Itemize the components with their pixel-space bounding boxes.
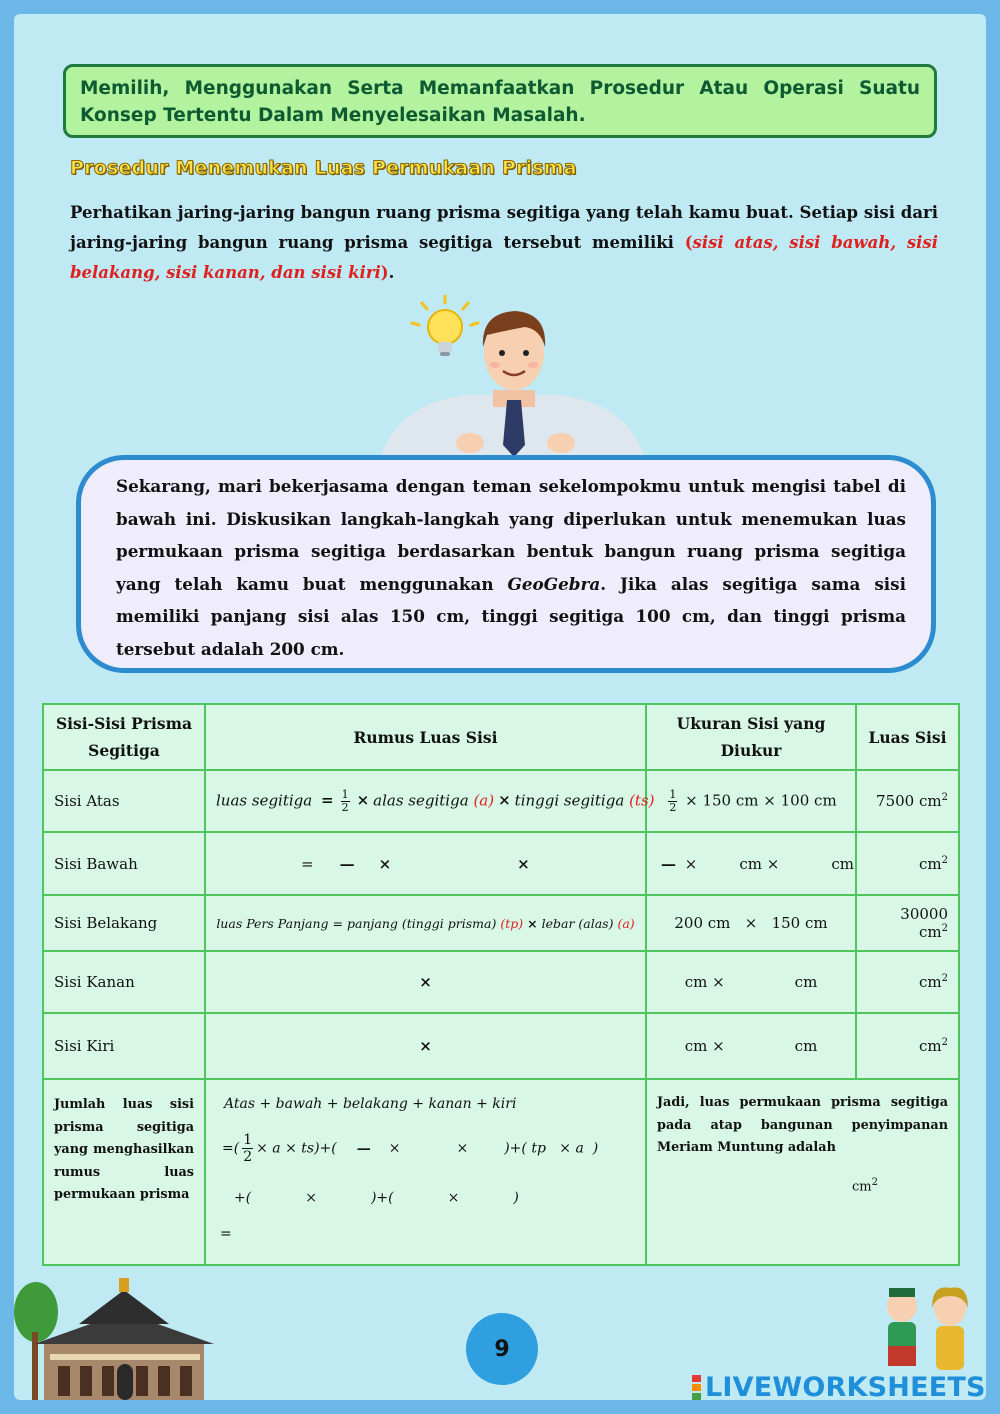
fraction-num: 1 (341, 787, 349, 801)
summary-text: +( (234, 1190, 252, 1206)
measure-belakang (646, 895, 856, 951)
formula-belakang (205, 895, 646, 951)
header-rumus: Rumus Luas Sisi (205, 704, 646, 770)
formula-text: alas segitiga (373, 791, 469, 809)
times-sign: × (388, 1140, 401, 1157)
conclusion-text: Jadi, luas permukaan prisma segitiga pada atap bangunan penyimpanan Meriam Muntung adalah (657, 1095, 948, 1155)
formula-text: tinggi segitiga (514, 791, 625, 809)
logo-badge-i (692, 1384, 701, 1391)
times-sign: × (684, 854, 698, 873)
header-luas: Luas Sisi (856, 704, 959, 770)
row-name: Sisi Belakang (43, 895, 205, 951)
header-sisi: Sisi-Sisi Prisma Segitiga (43, 704, 205, 770)
result-cell (856, 1013, 959, 1079)
bubble-text-1: Sekarang, mari bekerjasama dengan teman sekelompokmu untuk mengisi tabel di bawah ini. Diskusikan langkah-langkah yang diperlukan untuk menemukan luas permukaan prisma segitiga berdasarkan bentuk bangun ruang prisma segitiga yang telah kamu buat menggunakan (116, 476, 906, 594)
formula-kiri (205, 1013, 646, 1079)
row-name: Sisi Bawah (43, 832, 205, 895)
summary-line-4: = (220, 1226, 232, 1242)
formula-text: panjang (tinggi prisma) (347, 915, 497, 931)
times-sign: × (447, 1190, 460, 1206)
header-ukuran: Ukuran Sisi yang Diukur (646, 704, 856, 770)
objective-box: Memilih, Menggunakan Serta Memanfaatkan Prosedur Atau Operasi Suatu Konsep Tertentu Dalam Menyelesaikan Masalah. (63, 64, 937, 138)
times-sign: × (712, 1037, 725, 1055)
unit: cm (684, 1037, 708, 1055)
times-sign: × (305, 1190, 317, 1206)
intro-paragraph (70, 198, 938, 288)
times-sign: × (419, 973, 432, 991)
formula-text: luas Pers Panjang (216, 915, 329, 931)
measure-bawah (646, 832, 856, 895)
page-number: 9 (466, 1313, 538, 1385)
mosque-illustration (14, 1272, 214, 1400)
intro-highlight: sisi atas, sisi bawah, sisi belakang, sisi kanan, dan sisi kiri (70, 233, 938, 282)
intro-text: Perhatikan jaring-jaring bangun ruang prisma segitiga yang telah kamu buat. Setiap sisi dari jaring-jaring bangun ruang prisma segitiga tersebut memiliki (70, 203, 938, 252)
unit: cm (794, 973, 818, 991)
logo-badge (692, 1374, 701, 1401)
unit: cm (684, 973, 708, 991)
times-sign: × (456, 1140, 469, 1157)
fraction (668, 789, 677, 814)
result-sup: 2 (941, 923, 948, 934)
fraction-num: 1 (669, 787, 677, 801)
summary-text: × a × ts)+( (256, 1140, 337, 1157)
measure-value: 100 cm (780, 791, 837, 809)
times-sign: × (744, 914, 758, 932)
formula-kanan (205, 951, 646, 1013)
fraction-blank: — (339, 854, 355, 873)
kids-illustration (872, 1286, 982, 1376)
result-sup: 2 (871, 1177, 878, 1188)
measure-kiri (646, 1013, 856, 1079)
summary-text: =( (222, 1140, 240, 1157)
fraction-blank: — (356, 1140, 371, 1157)
equals-sign: = (301, 854, 314, 873)
fraction-den: 2 (243, 1149, 253, 1165)
formula-text: lebar (alas) (541, 915, 614, 931)
fraction (341, 789, 350, 814)
result-value: cm (919, 1037, 942, 1055)
formula-var: (a) (473, 791, 495, 809)
result-sup: 2 (941, 792, 948, 803)
result-sup: 2 (941, 854, 948, 866)
summary-text: ) (513, 1190, 519, 1206)
bubble-app-name: GeoGebra (507, 573, 601, 594)
summary-text: )+( (370, 1190, 394, 1206)
section-heading: Prosedur Menemukan Luas Permukaan Prisma (70, 157, 577, 179)
result-value: 30000 cm (900, 905, 948, 941)
times-sign: × (378, 854, 392, 873)
result-value: cm (919, 854, 942, 873)
intro-paren-close: ) (380, 263, 389, 282)
summary-formula (205, 1079, 646, 1265)
summary-line-2 (222, 1132, 598, 1165)
unit: cm (739, 854, 762, 873)
table-row-summary (43, 1079, 959, 1265)
unit: cm (831, 854, 854, 873)
unit: cm (852, 1179, 872, 1195)
times-sign: × (685, 791, 698, 809)
times-sign: × (419, 1037, 432, 1055)
formula-atas (205, 770, 655, 832)
row-name: Sisi Atas (43, 770, 205, 832)
result-cell (856, 951, 959, 1013)
result-value: 7500 cm (876, 792, 942, 810)
times-sign: × (356, 791, 370, 809)
row-name: Sisi Kiri (43, 1013, 205, 1079)
formula-text: luas segitiga (216, 791, 313, 809)
result-sup: 2 (941, 973, 948, 984)
times-sign: × (763, 791, 776, 809)
unit: cm (794, 1037, 818, 1055)
fraction-den: 2 (669, 800, 677, 814)
formula-bawah (205, 832, 646, 895)
measure-value: 150 cm (771, 914, 828, 932)
summary-text: ) (592, 1140, 599, 1157)
logo-badge-v (692, 1393, 701, 1400)
logo-text: LIVEWORKSHEETS (705, 1372, 986, 1403)
table-row (43, 951, 959, 1013)
times-sign: × (498, 791, 511, 809)
formula-var: (ts) (629, 791, 655, 809)
times-sign: × (559, 1140, 572, 1157)
fraction-blank: — (661, 854, 676, 873)
liveworksheets-logo (692, 1372, 986, 1403)
table-row (43, 770, 959, 832)
fraction-num: 1 (243, 1132, 253, 1148)
table-row (43, 895, 959, 951)
summary-conclusion (646, 1079, 959, 1265)
summary-var: a (575, 1140, 584, 1157)
conclusion-unit (852, 1172, 878, 1199)
summary-var: tp (531, 1140, 546, 1157)
result-cell (856, 895, 959, 951)
logo-badge-l (692, 1375, 701, 1382)
formula-var: (a) (617, 915, 635, 931)
measure-value: 200 cm (674, 914, 731, 932)
instruction-bubble (76, 455, 936, 673)
row-name: Sisi Kanan (43, 951, 205, 1013)
result-value: cm (919, 973, 942, 991)
table-row (43, 1013, 959, 1079)
surface-area-table (42, 703, 960, 1266)
man-idea-illustration (375, 295, 650, 460)
result-cell (856, 832, 959, 895)
measure-value: 150 cm (702, 791, 759, 809)
equals-sign: = (321, 791, 334, 809)
fraction (242, 1132, 253, 1165)
equals-sign: = (332, 915, 344, 931)
summary-line-3 (234, 1190, 519, 1206)
result-cell (856, 770, 959, 832)
measure-atas (646, 770, 856, 832)
summary-label: Jumlah luas sisi prisma segitiga yang menghasilkan rumus luas permukaan prisma (43, 1079, 205, 1265)
formula-var: (tp) (500, 915, 524, 931)
result-sup: 2 (941, 1037, 948, 1048)
intro-end: . (388, 263, 395, 282)
table-row (43, 832, 959, 895)
times-sign: × (517, 854, 530, 873)
summary-text: )+( (504, 1140, 527, 1157)
lightbulb-icon (412, 295, 478, 356)
fraction-den: 2 (341, 800, 349, 814)
intro-paren-open: ( (684, 233, 693, 252)
measure-kanan (646, 951, 856, 1013)
bubble-text-2: . Jika alas segitiga sama sisi memiliki panjang sisi alas 150 cm, tinggi segitiga 100 cm, dan tinggi prisma tersebut adalah 200 cm. (116, 573, 906, 659)
times-sign: × (766, 854, 780, 873)
times-sign: × (527, 915, 538, 931)
times-sign: × (712, 973, 725, 991)
summary-line-1: Atas + bawah + belakang + kanan + kiri (224, 1096, 517, 1112)
